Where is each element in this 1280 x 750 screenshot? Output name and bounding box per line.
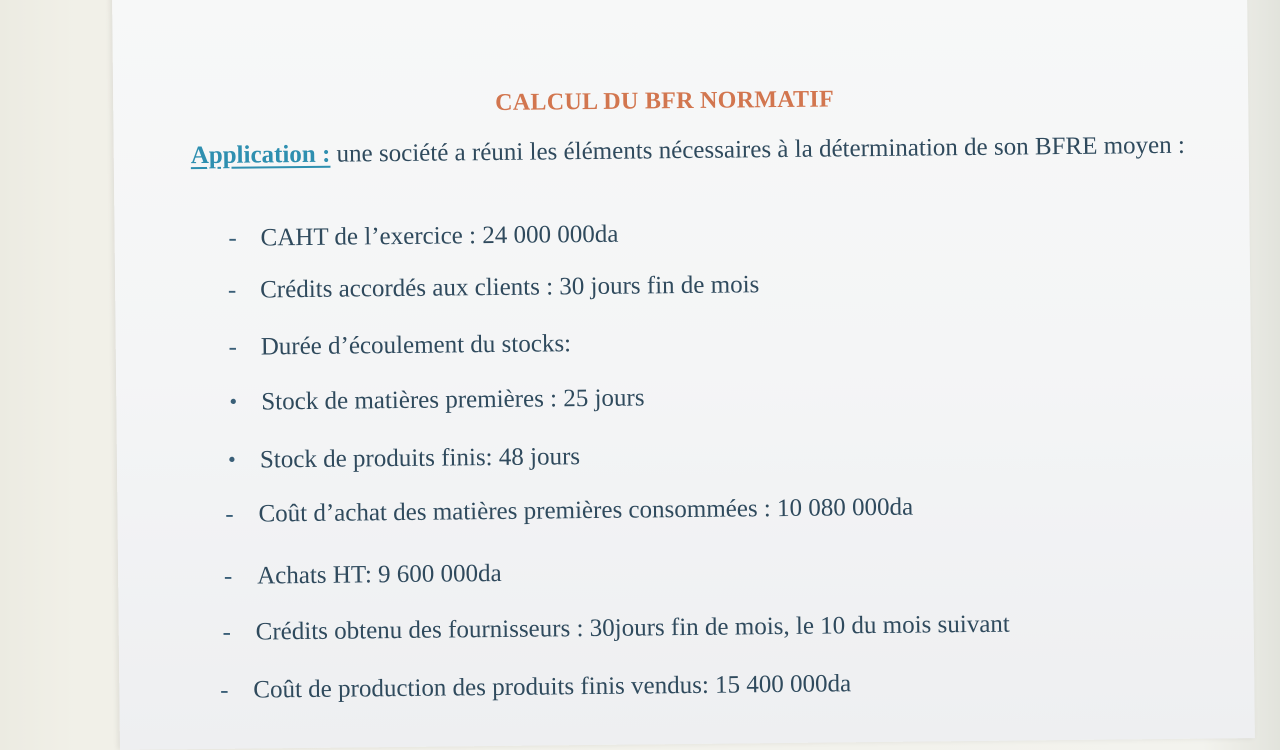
dash-marker: - bbox=[228, 224, 237, 252]
intro-text: une société a réuni les éléments nécessaires à la détermination de son BFRE moyen : bbox=[330, 131, 1186, 168]
document-title: CALCUL DU BFR NORMATIF bbox=[495, 86, 835, 116]
dash-marker: - bbox=[222, 618, 232, 646]
list-item-text: Crédits obtenu des fournisseurs : 30jours fin de mois, le 10 du mois suivant bbox=[255, 610, 1010, 646]
list-item-text: Stock de produits finis: 48 jours bbox=[259, 443, 581, 474]
list-item-text: Durée d’écoulement du stocks: bbox=[260, 330, 572, 361]
list-item-text: Coût de production des produits finis vendus: 15 400 000da bbox=[253, 670, 852, 704]
dash-marker: - bbox=[223, 562, 233, 590]
dash-marker: - bbox=[228, 333, 238, 361]
application-label: Application : bbox=[190, 140, 331, 170]
list-item-text: Coût d’achat des matières premières consommées : 10 080 000da bbox=[258, 493, 914, 528]
dash-marker: - bbox=[220, 676, 229, 704]
bullet-marker: • bbox=[229, 388, 238, 414]
bullet-marker: • bbox=[227, 446, 236, 472]
dash-marker: - bbox=[227, 276, 237, 304]
list-item-text: Achats HT: 9 600 000da bbox=[257, 559, 502, 590]
list-item-text: Stock de matières premières : 25 jours bbox=[261, 384, 645, 416]
intro-paragraph bbox=[191, 127, 1191, 175]
dash-marker: - bbox=[225, 500, 234, 528]
list-item-text: CAHT de l’exercice : 24 000 000da bbox=[260, 220, 619, 252]
list-item-text: Crédits accordés aux clients : 30 jours fin de mois bbox=[260, 271, 760, 304]
paper-sheet bbox=[112, 0, 1255, 750]
